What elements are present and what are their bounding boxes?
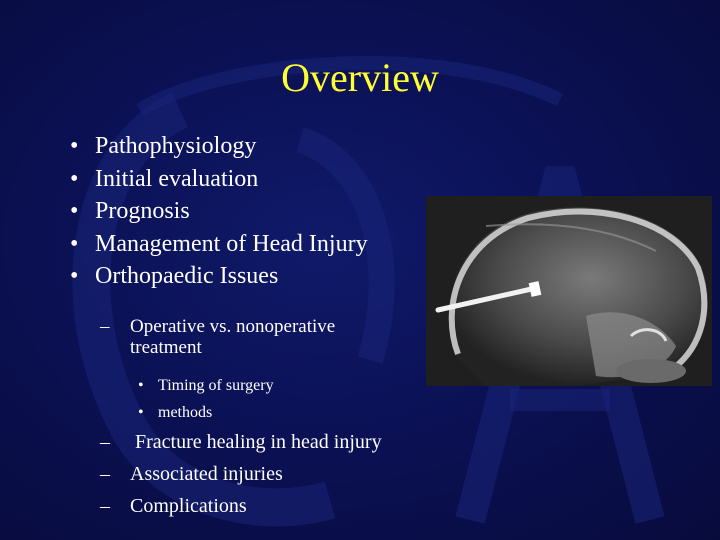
sub-sub-item: • Timing of surgery	[138, 372, 274, 399]
bullet-item: • Prognosis	[70, 195, 368, 228]
skull-xray-drawing	[426, 196, 712, 386]
sub-list-operative	[100, 316, 335, 358]
sub-sub-list	[138, 372, 274, 426]
sub-item-operative	[100, 316, 335, 358]
bullet-item: • Management of Head Injury	[70, 228, 368, 261]
bullet-item: • Orthopaedic Issues	[70, 260, 368, 293]
sub-item: – Fracture healing in head injury	[100, 426, 382, 458]
slide-title: Overview	[281, 55, 439, 100]
sub-item: – Complications	[100, 490, 382, 522]
sub-item-line: Operative vs. nonoperative	[130, 316, 336, 337]
sub-item: – Associated injuries	[100, 458, 382, 490]
bullet-item: • Initial evaluation	[70, 163, 368, 196]
main-bullet-list	[70, 130, 368, 293]
sub-sub-item: • methods	[138, 399, 274, 426]
skull-xray-image	[426, 196, 712, 386]
bullet-item: • Pathophysiology	[70, 130, 368, 163]
sub-list-other	[100, 426, 382, 522]
sub-item-line: treatment	[130, 337, 202, 358]
